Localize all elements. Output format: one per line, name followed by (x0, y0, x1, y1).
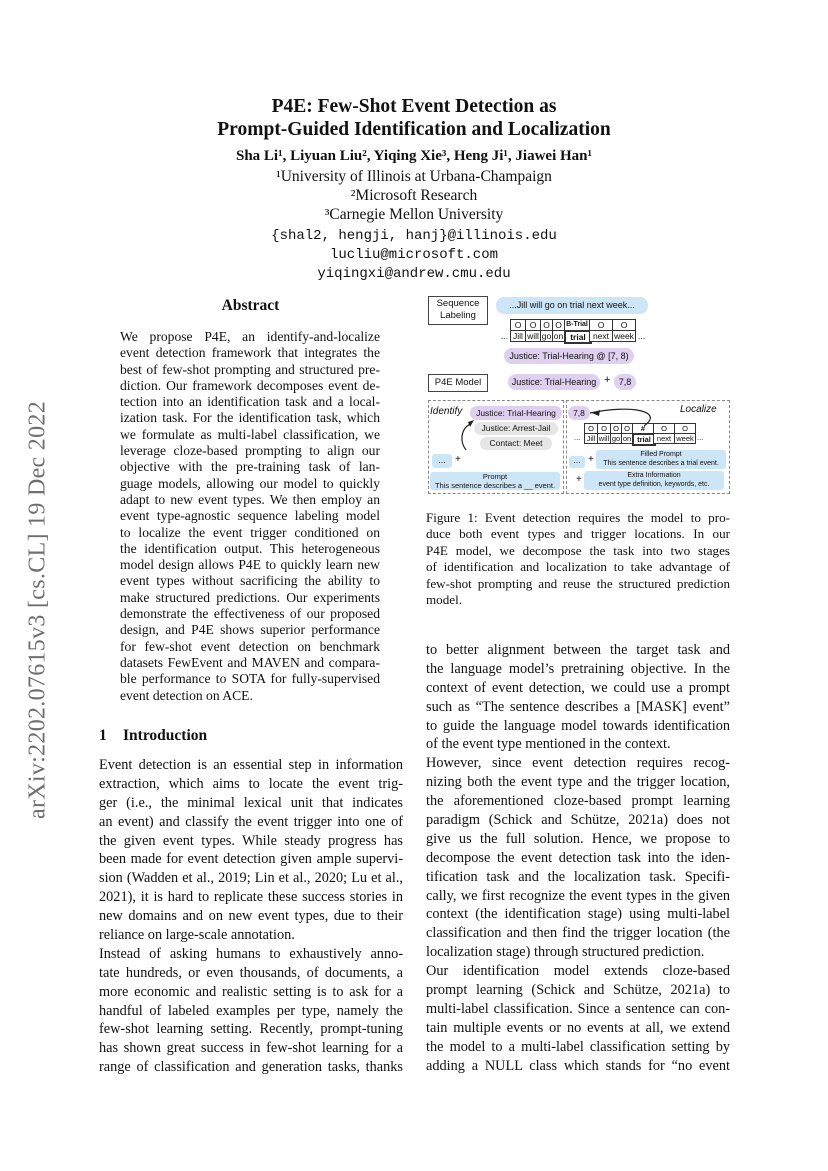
filled-prompt-text: This sentence describes a trial event. (603, 460, 719, 467)
abstract-line: the identification output. This heterogeneous (120, 540, 380, 556)
plus-sign: + (588, 454, 594, 465)
body-line: Event detection is an essential step in information (99, 757, 403, 773)
tag-box: O (584, 423, 598, 434)
caption-line: P4E model, we decompose the task into two stages (426, 542, 730, 558)
token-box-trigger: trial (564, 330, 592, 344)
abstract-line: tection into an identification task and a local- (120, 394, 380, 410)
identified-span: 7,8 (568, 406, 590, 420)
body-line: few-shot learning setting. Recently, prompt-tuning (99, 1021, 403, 1038)
caption-line: Figure 1: Event detection requires the model to pro- (426, 510, 730, 525)
body-line: handful of labeled examples per type, namely the (99, 1002, 403, 1019)
tag-box: O (612, 319, 636, 331)
body-line: sion (Wadden et al., 2019; Lin et al., 2020; Lu et al., (99, 870, 403, 887)
abstract-line: We propose P4E, an identify-and-localize (120, 329, 380, 344)
body-line: context (the identification stage) using multi-label (426, 906, 730, 923)
abstract-line: make structured predictions. Our experiments (120, 589, 380, 605)
context-ellipsis: ... (569, 456, 585, 468)
abstract-line: guage models, allowing our model to quickly (120, 475, 380, 491)
right-column-body (426, 641, 730, 1075)
abstract-heading: Abstract (221, 297, 280, 314)
identify-label: Identify (430, 406, 463, 417)
abstract-line: model design allows P4E to quickly learn new (120, 557, 380, 573)
body-line: range of classification and generation tasks, thanks (99, 1059, 403, 1076)
token-box: go (541, 331, 552, 341)
plus-sign: + (455, 454, 461, 465)
body-line: context of event detection, we could use a prompt (426, 679, 730, 696)
affiliation-3: ³Carnegie Mellon University (324, 206, 504, 223)
body-line: nizing both the event type and the trigger location, (426, 774, 730, 791)
token-box: go (611, 434, 621, 443)
token-box: next (589, 330, 613, 342)
body-line: tification task and the localization task. Specifi- (426, 868, 730, 885)
arrow-head (592, 410, 600, 416)
body-line: ger (i.e., the minimal lexical unit that indicates (99, 794, 403, 811)
tag-box-highlight: B-Trial (564, 319, 590, 331)
body-line: Instead of asking humans to exhaustively anno- (99, 945, 403, 962)
token-ellipsis: ... (638, 331, 646, 341)
email-3: yiqingxi@andrew.cmu.edu (317, 266, 511, 282)
body-line: cally, we first recognize the event types in the given (426, 887, 730, 904)
paper-title-line-1: P4E: Few-Shot Event Detection as (271, 96, 557, 117)
body-line: localization stage) through structured prediction. (426, 944, 705, 961)
token-box-trigger: trial (632, 433, 656, 446)
body-line: has shown great success in few-shot learning for a (99, 1040, 403, 1057)
abstract-line: event detection on ACE. (120, 687, 253, 703)
section-heading: Introduction (123, 727, 208, 744)
token-ellipsis: ... (501, 331, 509, 341)
body-line: more economic and realistic setting is to ask for a (99, 983, 403, 1000)
body-line: an event) and classify the event trigger into one of (99, 813, 403, 830)
caption-line: of identification and localization to take advantage of (426, 559, 730, 575)
abstract-line: best of few-shot prompting and structured pre- (120, 361, 380, 377)
body-line: new domains and on new event types, due to their (99, 908, 403, 925)
abstract-line: datasets FewEvent and MAVEN and compara- (120, 654, 380, 670)
candidate-type: Contact: Meet (480, 437, 552, 450)
arrow-head (468, 420, 474, 427)
body-line: been made for event detection given ample supervi- (99, 851, 403, 868)
sequence-labeling-box: Sequence Labeling (428, 296, 488, 325)
body-line: the language model’s pretraining objective. In the (426, 660, 730, 677)
tag-box: O (552, 319, 565, 331)
extra-info-text: event type definition, keywords, etc. (598, 481, 710, 488)
context-ellipsis: ... (432, 454, 452, 468)
token-box: next (653, 433, 675, 444)
abstract-line: we formulate as multi-label classification, we (120, 426, 380, 442)
body-line: Our identification model extends cloze-based (426, 963, 730, 980)
abstract-line: event detection framework that integrates the (120, 345, 380, 361)
p4e-event-type: Justice: Trial-Hearing (508, 374, 600, 390)
tag-box: O (589, 319, 613, 331)
identified-type: Justice: Trial-Hearing (470, 406, 562, 420)
tag-box: O (674, 423, 696, 434)
plus-sign: + (576, 474, 582, 485)
abstract-line: adapt to new event types. We then employ an (120, 491, 380, 507)
filled-prompt-title: Filled Prompt (640, 451, 682, 458)
abstract-body (120, 329, 380, 704)
section-number: 1 (99, 727, 107, 744)
caption-line: duce both event types and trigger locations. In our (426, 526, 730, 542)
caption-line: model. (426, 591, 463, 607)
tag-box-highlight: # (632, 423, 654, 434)
token-box: will (598, 434, 610, 443)
affiliation-2: ²Microsoft Research (350, 187, 478, 204)
email-1: {shal2, hengji, hanj}@illinois.edu (271, 228, 557, 244)
token-box: Jill (584, 433, 598, 444)
tag-box: O (525, 319, 541, 331)
body-line: multi-label classification. Since a sentence can con- (426, 1000, 730, 1017)
token-box: on (553, 331, 564, 341)
body-line: reliance on large-scale annotation. (99, 927, 295, 944)
arrow-prompt-to-type (462, 424, 470, 450)
body-line: extraction, which aims to locate the event trig- (99, 775, 403, 792)
figure-1 (424, 292, 734, 497)
author-list: Sha Li¹, Liyuan Liu², Yiqing Xie³, Heng Ji¹, Jiawei Han¹ (235, 148, 593, 164)
extra-info-title: Extra Information (627, 472, 681, 479)
email-2: lucliu@microsoft.com (329, 247, 499, 263)
tag-box: O (621, 423, 633, 434)
abstract-line: demonstrate the effectiveness of our proposed (120, 606, 380, 622)
body-line: the model to a multi-label classification setting by (426, 1038, 730, 1055)
tag-box: O (597, 423, 611, 434)
body-line: 2021), it is hard to replicate these success stories in (99, 889, 403, 906)
abstract-line: design, and P4E shows superior performance (120, 622, 380, 638)
arxiv-identifier-text: arXiv:2202.07615v3 [cs.CL] 19 Dec 2022 (24, 401, 51, 819)
body-line: of the event type mentioned in the context. (426, 736, 671, 753)
token-box: on (622, 434, 632, 443)
body-line: tate hundreds, or even thousands, of documents, a (99, 964, 403, 981)
token-ellipsis: ... (697, 433, 704, 442)
p4e-span: 7,8 (614, 374, 636, 390)
abstract-line: event type-agnostic sequence labeling model (120, 508, 380, 524)
token-ellipsis: ... (574, 433, 581, 442)
tag-box: O (653, 423, 675, 434)
token-box: week (612, 330, 636, 342)
body-line: paradigm (Schick and Schütze, 2021a) does not (426, 812, 730, 829)
input-sentence: ...Jill will go on trial next week... (496, 297, 648, 314)
tag-box: O (610, 423, 622, 434)
localize-label: Localize (680, 404, 717, 415)
body-line: to better alignment between the target task and (426, 642, 730, 658)
body-line: the aforementioned cloze-based prompt learning (426, 793, 730, 810)
token-box: Jill (510, 330, 526, 342)
arxiv-identifier (18, 330, 58, 890)
body-line: give us the full solution. Hence, we propose to (426, 830, 730, 847)
plus-sign: + (604, 374, 611, 386)
body-line: such as “The sentence describes a [MASK] event” (426, 698, 730, 715)
body-line: adding a NULL class which stands for “no event (426, 1057, 730, 1074)
token-box: week (674, 433, 696, 444)
body-line: However, since event detection requires recog- (426, 755, 730, 772)
prompt-text: This sentence describes a __ event. (434, 481, 556, 490)
body-line: prompt learning (Schick and Schütze, 2021a) to (426, 982, 730, 999)
caption-line: few-shot prompting and reuse the structured prediction (426, 575, 730, 591)
sequence-output: Justice: Trial-Hearing @ [7, 8) (504, 348, 634, 364)
body-line: the given event types. While steady progress has (99, 832, 403, 849)
p4e-model-box: P4E Model (428, 374, 488, 392)
tag-box: O (540, 319, 553, 331)
abstract-line: ization task. For the identification task, which (120, 410, 380, 426)
affiliation-1: ¹University of Illinois at Urbana-Champaign (276, 168, 552, 185)
body-line: tain multiple events or no events at all, we extend (426, 1019, 730, 1036)
left-column-body (99, 756, 403, 1077)
abstract-line: for few-shot event detection on benchmark (120, 638, 380, 654)
abstract-line: leverage cloze-based prompting to align our (120, 443, 380, 459)
abstract-line: objective with the pre-training task of lan- (120, 459, 380, 475)
figure-caption (426, 510, 730, 608)
token-box: will (525, 330, 541, 342)
paper-title-line-2: Prompt-Guided Identification and Localization (217, 119, 611, 140)
abstract-line: to localize the event trigger conditioned on (120, 524, 380, 540)
body-line: classification and then find the trigger location (the (426, 925, 730, 942)
body-line: to guide the language model towards identification (426, 717, 730, 734)
tag-box: O (510, 319, 526, 331)
figure-arrows (424, 292, 734, 497)
abstract-line: event types without sacrificing the ability to (120, 573, 380, 589)
prompt-title: Prompt (482, 472, 508, 481)
abstract-line: diction. Our framework decomposes event de- (120, 377, 380, 393)
candidate-type: Justice: Arrest-Jail (474, 422, 558, 435)
abstract-line: ble performance to SOTA for fully-supervised (120, 671, 380, 687)
body-line: decompose the event detection task into the iden- (426, 849, 730, 866)
